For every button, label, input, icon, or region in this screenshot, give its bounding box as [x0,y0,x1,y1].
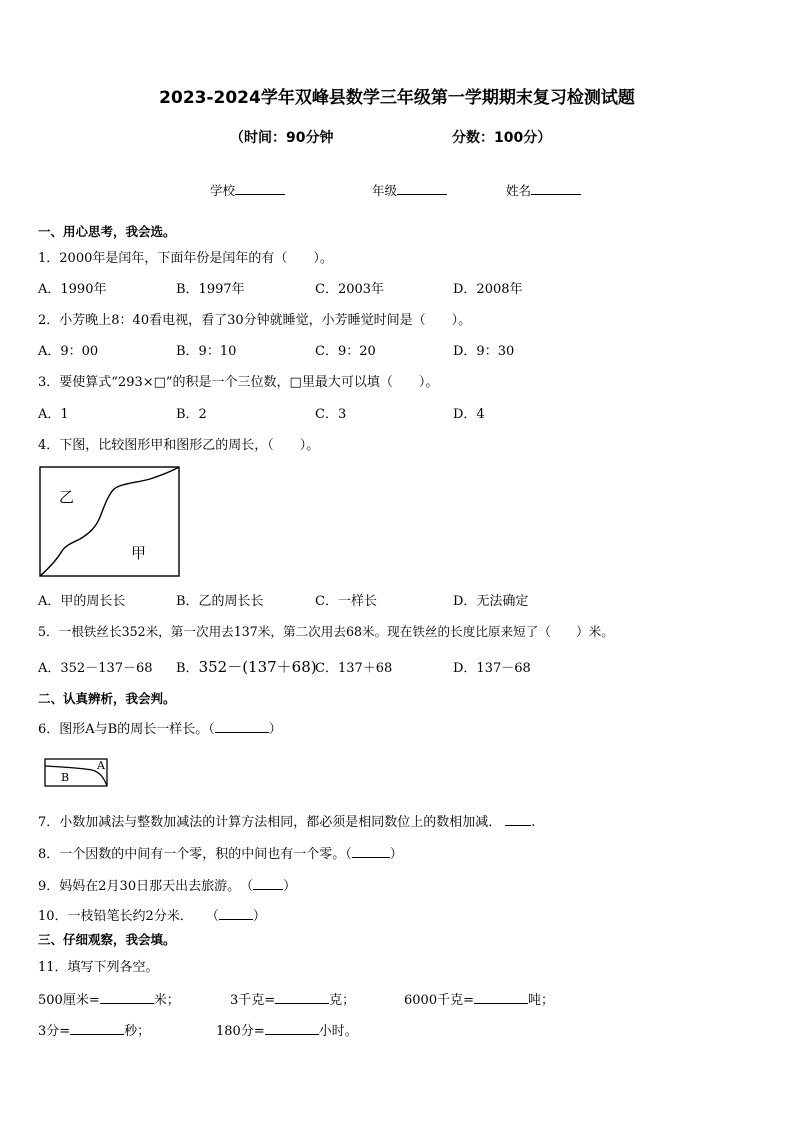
q11-stem: 11．填写下列各空。 [38,960,159,975]
q3-option-d[interactable]: D．4 [453,407,485,422]
q5-option-a[interactable]: A．352－137－68 [38,661,153,676]
q2-option-a[interactable]: A．9：00 [38,344,99,359]
q5-option-b[interactable] [176,660,317,675]
q11-blank-4[interactable] [70,1022,124,1035]
q11-blank-3[interactable] [474,991,528,1004]
q1-option-b[interactable]: B．1997年 [176,282,245,297]
q7-answer-blank[interactable] [505,813,531,826]
q1-option-c[interactable]: C．2003年 [315,282,385,297]
q11-item-3: 6000千克= 吨； [404,993,554,1008]
section2-heading: 二、认真辨析，我会判。 [38,691,176,706]
q2-option-c[interactable]: C．9：20 [315,344,376,359]
q1-stem: 1．2000年是闰年，下面年份是闰年的有（ ）。 [38,251,333,266]
q4-figure-curve [40,467,179,576]
name-label: 姓名 [506,183,532,198]
q6-stem: 6．图形A与B的周长一样长。（ ） [38,722,282,737]
q5-stem: 5．一根铁丝长352米，第一次用去137米，第二次用去68米。现在铁丝的长度比原来短了（ ）米。 [38,624,614,639]
grade-field[interactable] [372,182,447,198]
section1-heading: 一、用心思考，我会选。 [38,224,176,239]
q6-answer-blank[interactable] [215,720,269,733]
grade-label: 年级 [372,183,398,198]
q5-option-c[interactable]: C．137＋68 [315,661,393,676]
q3-option-b[interactable]: B．2 [176,407,207,422]
exam-time: （时间：90分钟 [230,130,334,146]
q5-option-d[interactable]: D．137－68 [453,661,531,676]
q9-stem: 9．妈妈在2月30日那天出去旅游。 （ ） [38,879,297,894]
school-field[interactable] [210,182,285,198]
section3-heading: 三、仔细观察，我会填。 [38,932,176,947]
q2-option-d[interactable]: D．9：30 [453,344,515,359]
q1-option-d[interactable]: D．2008年 [453,282,523,297]
q4-option-c[interactable]: C．一样长 [315,594,377,609]
q4-option-b[interactable]: B．乙的周长长 [176,594,264,609]
q6-label-a: A [97,759,105,772]
q3-stem: 3．要使算式“293×□”的积是一个三位数，□里最大可以填（ ）。 [38,375,439,390]
q2-stem: 2．小芳晚上8：40看电视，看了30分钟就睡觉，小芳睡觉时间是（ ）。 [38,313,472,328]
q8-answer-blank[interactable] [352,845,390,858]
q3-option-c[interactable]: C．3 [315,407,347,422]
q3-option-a[interactable]: A．1 [38,407,69,422]
q5-option-b-expr: 352－(137＋68) [198,658,317,676]
q6-label-b: B [61,771,70,784]
q4-figure [38,465,182,579]
q4-stem: 4．下图，比较图形甲和图形乙的周长，（ ）。 [38,438,320,453]
q5-option-b-prefix: B． [176,661,199,676]
school-label: 学校 [210,183,236,198]
q9-answer-blank[interactable] [253,877,283,890]
q4-option-a[interactable]: A．甲的周长长 [38,594,126,609]
q10-answer-blank[interactable] [219,907,253,920]
name-field[interactable] [506,182,581,198]
q8-stem: 8．一个因数的中间有一个零，积的中间也有一个零。（ ） [38,847,403,862]
q1-option-a[interactable]: A．1990年 [38,282,107,297]
q2-option-b[interactable]: B．9：10 [176,344,237,359]
q11-blank-5[interactable] [265,1022,319,1035]
q7-stem: 7．小数加减法与整数加减法的计算方法相同，都必须是相同数位上的数相加减． . [38,815,536,830]
q4-label-yi: 乙 [59,488,75,506]
q4-label-jia: 甲 [131,544,147,562]
q11-item-1: 500厘米= 米； [38,993,180,1008]
q11-blank-1[interactable] [100,991,154,1004]
q4-figure-frame [40,467,179,576]
q11-blank-2[interactable] [275,991,329,1004]
q11-item-2: 3千克= 克； [230,993,356,1008]
page-title: 2023-2024学年双峰县数学三年级第一学期期末复习检测试题 [159,88,635,108]
exam-score: 分数：100分） [452,130,552,146]
q10-stem: 10．一枝铅笔长约2分米． （ ） [38,909,266,924]
q11-item-4: 3分= 秒； [38,1024,151,1039]
q11-item-5: 180分= 小时。 [216,1024,358,1039]
q6-figure [44,758,110,788]
q4-option-d[interactable]: D．无法确定 [453,594,529,609]
